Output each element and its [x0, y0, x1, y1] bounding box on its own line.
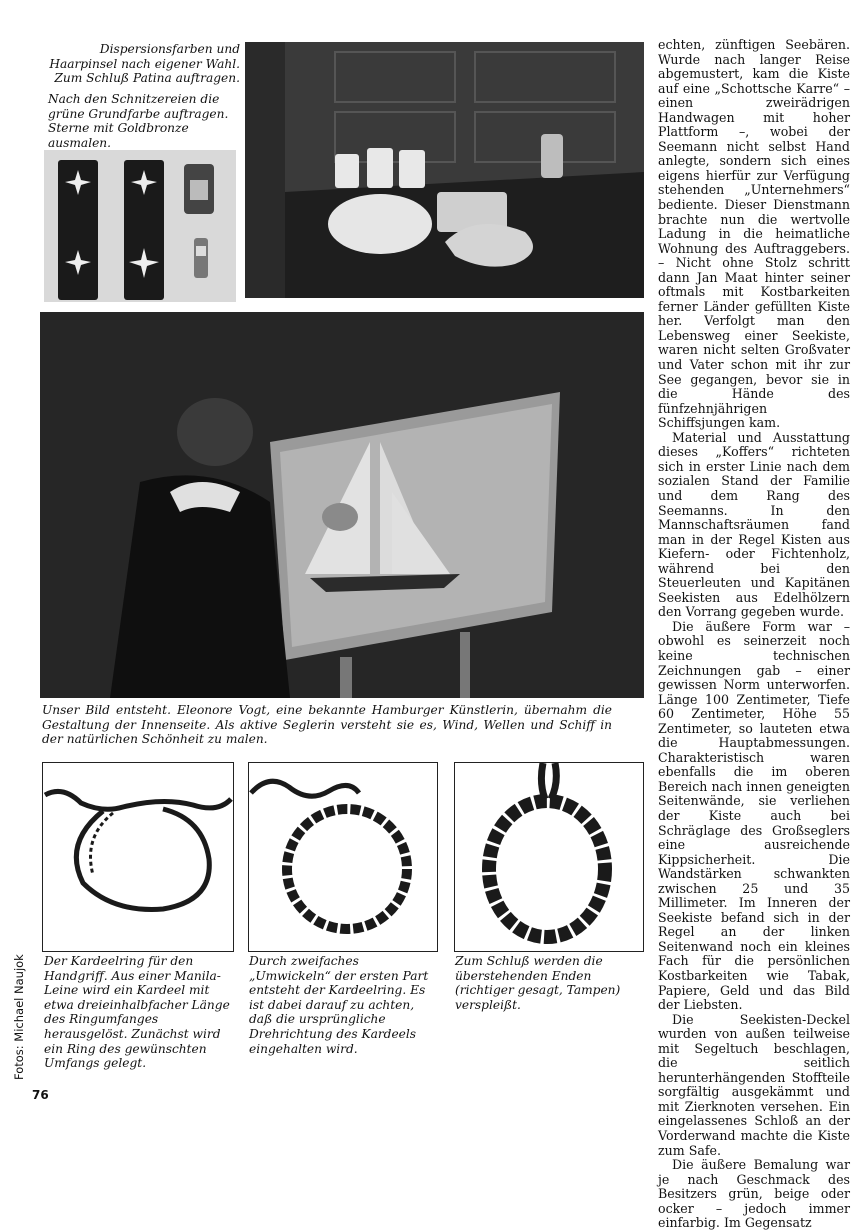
caption-rope-step-2: Durch zweifaches „Umwickeln“ der ersten Part entsteht der Kardeelring. Es ist dabei darauf zu achten, daß die ursprüngliche Drehrichtung des Kardeels eingehalten wird. — [249, 954, 429, 1056]
photo-painted-handles — [44, 150, 236, 302]
paragraph: Die äußere Form war – obwohl es seinerzeit noch keine technischen Zeichnungen gab – einer gewissen Norm unterworfen. Länge 100 Zentimeter, Tiefe 60 Zentimeter, Höhe 55 Zentimeter, so lauteten etwa die Hauptabmessungen. Charakteristisch waren ebenfalls die im oberen Bereich nach innen geneigten Seitenwände, sie verliehen der Kiste auch bei Schräglage des Großseglers eine ausreichende Kippsicherheit. Die Wandstärken schwankten zwischen 25 und 35 Millimeter. Im Inneren der Seekiste befand sich in der Regel an der linken Seitenwand noch ein kleines Fach für die persönlichen Kostbarkeiten wie Tabak, Papiere, Geld und das Bild der Liebsten. — [658, 618, 850, 1013]
article-body-column — [658, 38, 850, 1231]
photo-rope-step-1 — [42, 762, 234, 952]
paragraph: Die äußere Bemalung war je nach Geschmack des Besitzers grün, beige oder ocker – jedoch immer einfarbig. Im Gegensatz — [658, 1157, 850, 1231]
caption-rope-step-3: Zum Schluß werden die überstehenden Enden (richtiger gesagt, Tampen) verspleißt. — [455, 954, 621, 1012]
page-number: 76 — [32, 1088, 49, 1102]
photo-rope-step-2 — [248, 762, 438, 952]
caption-painting-steps: Nach den Schnitzereien die grüne Grundfarbe auftragen. Sterne mit Goldbronze ausmalen. — [48, 92, 229, 150]
photo-artist-painting — [40, 312, 644, 698]
photo-rope-step-3 — [454, 762, 644, 952]
photo-paint-table — [245, 42, 644, 298]
caption-main-photo: Unser Bild entsteht. Eleonore Vogt, eine bekannte Hamburger Künstlerin, übernahm die Gestaltung der Innenseite. Als aktive Seglerin versteht sie es, Wind, Wellen und Schiff in der natürlichen Schönheit zu malen. — [42, 703, 612, 747]
photo-credit: Fotos: Michael Naujok — [12, 954, 26, 1080]
paragraph: Material und Ausstattung dieses „Koffers“ richteten sich in erster Linie nach dem sozialen Stand der Familie und dem Rang des Seemanns. In den Mannschaftsräumen fand man in der Regel Kisten aus Kiefern- oder Fichtenholz, während bei den Steuerleuten und Kapitänen Seekisten aus Edelhölzern den Vorrang gegeben wurde. — [658, 429, 850, 620]
paragraph: Die Seekisten-Deckel wurden von außen teilweise mit Segeltuch beschlagen, die seitlich herunterhängenden Stoffteile sorgfältig ausgekämmt und mit Zierknoten versehen. Ein eingelassenes Schloß an der Vorderwand machte die Kiste zum Safe. — [658, 1011, 850, 1158]
caption-paints: Dispersionsfarben und Haarpinsel nach eigener Wahl. Zum Schluß Patina auftragen. — [49, 42, 240, 86]
paragraph: echten, zünftigen Seebären. Wurde nach langer Reise abgemustert, kam die Kiste auf eine „Schottsche Karre“ – einen zweirädrigen Handwagen mit hoher Plattform –, wobei der Seemann nicht selbst Hand anlegte, sondern sich eines eigens hierfür zur Verfügung stehenden „Unternehmers“ bediente. Dieser Dienstmann brachte nun die wertvolle Ladung in die heimatliche Wohnung des Auftraggebers. – Nicht ohne Stolz schritt dann Jan Maat hinter seiner oftmals mit Kostbarkeiten ferner Länder gefüllten Kiste her. Verfolgt man den Lebensweg einer Seekiste, waren nicht selten Großvater und Vater schon mit ihr zur See gegangen, bevor sie in die Hände des fünfzehnjährigen Schiffsjungen kam. — [658, 37, 850, 431]
caption-rope-step-1: Der Kardeelring für den Handgriff. Aus einer Manila-Leine wird ein Kardeel mit etwa dreieinhalbfacher Länge des Ringumfanges herausgelöst. Zunächst wird ein Ring des gewünschten Umfangs gelegt. — [44, 954, 230, 1071]
